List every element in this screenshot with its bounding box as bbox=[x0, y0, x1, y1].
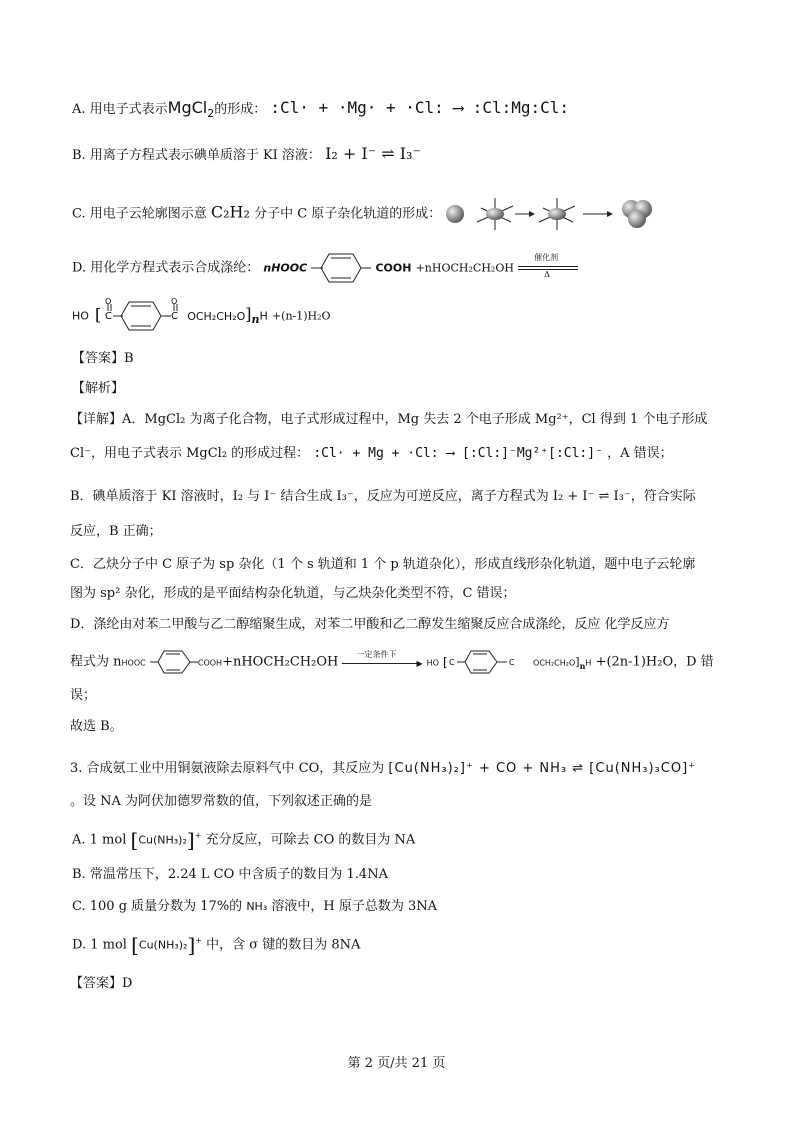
svg-text:[: [ bbox=[443, 655, 448, 669]
benzene-ring-icon bbox=[311, 250, 371, 286]
svg-text:C: C bbox=[449, 658, 455, 667]
formula-c2h2: C₂H₂ bbox=[210, 202, 250, 222]
catalyst-arrow: 催化剂 Δ bbox=[518, 258, 578, 278]
detail-c-2: 图为 sp² 杂化，形成的是平面结构杂化轨道，与乙炔杂化类型不符，C 错误； bbox=[70, 586, 516, 601]
svg-text:C: C bbox=[509, 658, 515, 667]
option-c: C. 用电子云轮廓图示意 C₂H₂ 分子中 C 原子杂化轨道的形成： bbox=[72, 194, 665, 234]
detail-b-1: B．碘单质溶于 KI 溶液时，I₂ 与 I⁻ 结合生成 I₃⁻，反应为可逆反应，离子方程式为 I₂ + I⁻ ⇌ I₃⁻，符合实际 bbox=[70, 489, 696, 504]
benzene-ring-icon bbox=[150, 648, 198, 676]
detail-a-2: Cl⁻，用电子式表示 MgCl₂ 的形成过程： :Cl· + Mg + ·Cl: ⟶ [:Cl:]⁻Mg²⁺[:Cl:]⁻ ，A 错误； bbox=[70, 446, 673, 461]
condition-arrow: 一定条件下 ▶ bbox=[342, 653, 422, 671]
detail-b-2: 反应，B 正确； bbox=[70, 524, 162, 539]
answer-3: 【答案】D bbox=[70, 976, 133, 991]
iodine-equation: I₂ + I⁻ ⇌ I₃⁻ bbox=[325, 144, 421, 163]
svg-text:O: O bbox=[171, 298, 178, 306]
polymer-structure bbox=[443, 648, 533, 676]
svg-text:C: C bbox=[171, 311, 179, 322]
q3-stem-1: 3. 合成氨工业中用铜氨液除去原料气中 CO，其反应为 [Cu(NH₃)₂]⁺ + CO + NH₃ ⇌ [Cu(NH₃)₃CO]⁺ bbox=[70, 761, 697, 776]
q3-stem-2: 。设 NA 为阿伏加德罗常数的值，下列叙述正确的是 bbox=[70, 794, 373, 809]
svg-text:[: [ bbox=[95, 305, 102, 324]
detail-d-3: 误； bbox=[70, 688, 97, 703]
analysis-head: 【解析】 bbox=[72, 381, 125, 396]
electron-cloud-diagram bbox=[445, 194, 665, 234]
detail-d-1: D．涤纶由对苯二甲酸与乙二醇缩聚生成，对苯二甲酸和乙二醇发生缩聚反应合成涤纶，反应 化学反应方 bbox=[70, 617, 670, 632]
q3-option-a: A. 1 mol [Cu(NH₃)₂]+ 充分反应，可除去 CO 的数目为 NA bbox=[72, 828, 416, 852]
formula-mgcl2: MgCl$_2$ bbox=[167, 98, 215, 121]
electron-dot-formation: :Cl· + Mg + ·Cl: ⟶ [:Cl:]⁻Mg²⁺[:Cl:]⁻ bbox=[313, 446, 603, 461]
svg-text:C: C bbox=[105, 311, 113, 322]
conclusion: 故选 B。 bbox=[70, 719, 123, 734]
detail-a-1: 【详解】A．MgCl₂ 为离子化合物，电子式形成过程中，Mg 失去 2 个电子形成 Mg²⁺，Cl 得到 1 个电子形成 bbox=[70, 412, 708, 427]
option-d-product: HO [ C O C O $OCH_2CH_2O]_nH +(n-1)H_2O$ bbox=[72, 298, 331, 334]
svg-text:O: O bbox=[105, 298, 112, 306]
detail-d-2: 程式为 nHOOC COOH+nHOCH₂CH₂OH 一定条件下 ▶ HO [ C C $OCH_2CH_2O]_nH +(2n-1)H_2O$，D 错 bbox=[70, 648, 714, 676]
complex-equation: [Cu(NH₃)₂]⁺ + CO + NH₃ ⇌ [Cu(NH₃)₃CO]⁺ bbox=[388, 761, 697, 776]
q3-option-b: B. 常温常压下，2.24 L CO 中含质子的数目为 1.4NA bbox=[72, 867, 388, 882]
detail-c-1: C．乙炔分子中 C 原子为 sp 杂化（1 个 s 轨道和 1 个 p 轨道杂化），形成直线形杂化轨道，题中电子云轮廓 bbox=[70, 557, 696, 572]
q3-option-c: C. 100 g 质量分数为 17%的 NH₃ 溶液中，H 原子总数为 3NA bbox=[72, 899, 438, 914]
option-a: A. 用电子式表示MgCl$_2$的形成： :Cl· + ·Mg· + ·Cl: ⟶ :Cl:Mg:Cl: bbox=[72, 98, 570, 121]
electron-dot-equation: :Cl· + ·Mg· + ·Cl: ⟶ :Cl:Mg:Cl: bbox=[270, 98, 570, 117]
s-orbital bbox=[446, 205, 464, 223]
option-b: B. 用离子方程式表示碘单质溶于 KI 溶液： I₂ + I⁻ ⇌ I₃⁻ bbox=[72, 144, 421, 163]
page-footer: 第 2 页/共 21 页 bbox=[347, 1056, 446, 1071]
p-orbitals-2 bbox=[539, 198, 575, 230]
p-orbitals-1 bbox=[477, 198, 513, 230]
q3-option-d: D. 1 mol [Cu(NH₃)₂]+ 中，含 σ 键的数目为 8NA bbox=[72, 933, 361, 957]
option-d: D. 用化学方程式表示合成涤纶： nHOOC COOH +nHOCH₂CH₂OH 催化剂 Δ bbox=[72, 250, 578, 286]
answer-1: 【答案】B bbox=[72, 351, 134, 366]
hybrid-orbitals bbox=[622, 200, 652, 228]
